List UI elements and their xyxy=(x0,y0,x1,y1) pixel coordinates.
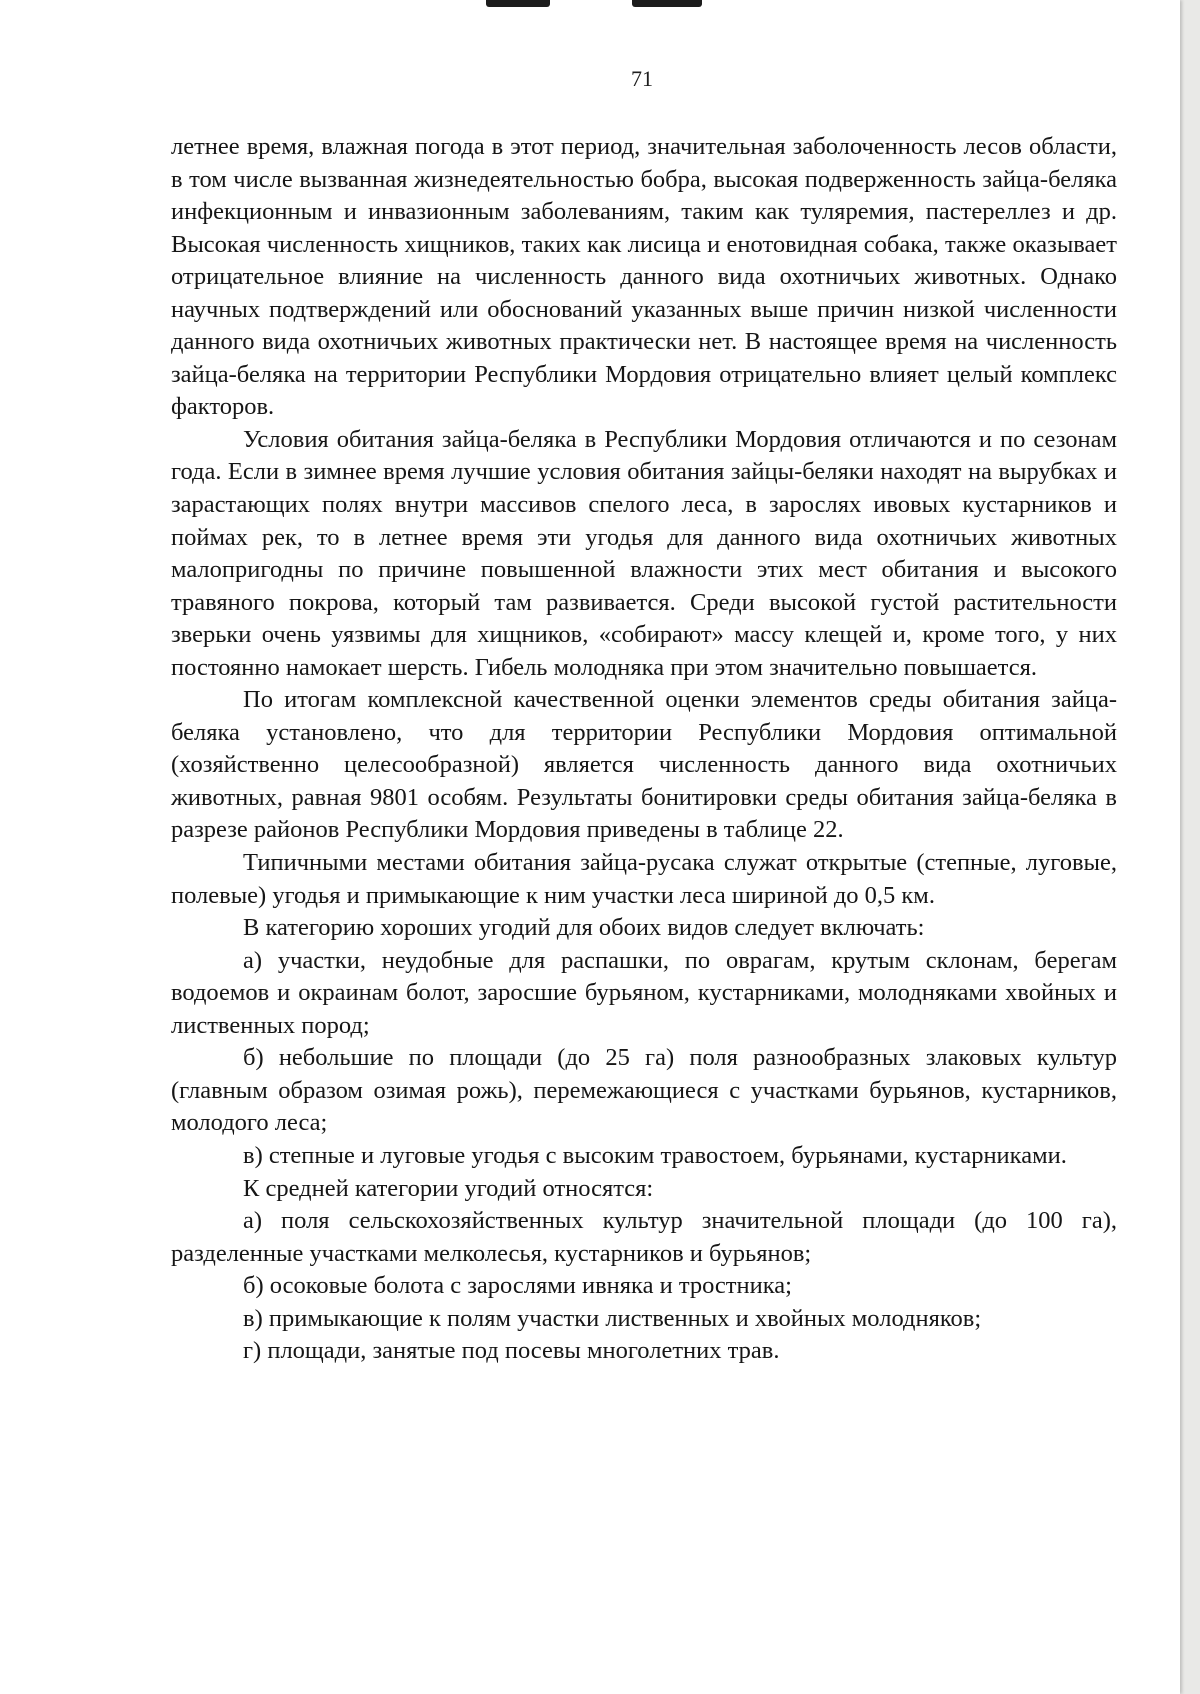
list-item: б) небольшие по площади (до 25 га) поля разнообразных злаковых культур (главным образом озимая рожь), перемежающиеся с участками бурьянов, кустарников, молодого леса; xyxy=(171,1044,1117,1137)
paragraph: летнее время, влажная погода в этот период, значительная заболоченность лесов области, в том числе вызванная жизнедеятельностью бобра, высокая подверженность зайца-беляка инфекционным и инвазионным заболеваниям, таким как туляремия, пастереллез и др. Высокая численность хищников, таких как лисица и енотовидная собака, также оказывает отрицательное влияние на численность данного вида охотничьих животных. Однако научных подтверждений или обоснований указанных выше причин низкой численности данного вида охотничьих животных практически нет. В настоящее время на численность зайца-беляка на территории Республики Мордовия отрицательно влияет целый комплекс факторов. xyxy=(171,133,1117,421)
list-item: в) степные и луговые угодья с высоким травостоем, бурьянами, кустарниками. xyxy=(243,1141,1067,1169)
list-item: а) поля сельскохозяйственных культур значительной площади (до 100 га), разделенные участками мелколесья, кустарников и бурьянов; xyxy=(171,1207,1117,1267)
page-number: 71 xyxy=(631,66,653,91)
binder-clip-mark xyxy=(632,0,702,7)
paragraph: Типичными местами обитания зайца-русака служат открытые (степные, луговые, полевые) угодья и примыкающие к ним участки леса шириной до 0,5 км. xyxy=(171,849,1117,909)
list-item: г) площади, занятые под посевы многолетних трав. xyxy=(243,1337,780,1365)
list-item: а) участки, неудобные для распашки, по оврагам, крутым склонам, берегам водоемов и окраинам болот, заросшие бурьяном, кустарниками, молодняками хвойных и лиственных пород; xyxy=(171,946,1117,1039)
list-item: б) осоковые болота с зарослями ивняка и тростника; xyxy=(243,1272,792,1300)
document-body xyxy=(171,131,1117,1368)
paragraph: Условия обитания зайца-беляка в Республики Мордовия отличаются и по сезонам года. Если в зимнее время лучшие условия обитания зайцы-беляки находят на вырубках и зарастающих полях внутри массивов спелого леса, в зарослях ивовых кустарников и поймах рек, то в летнее время эти угодья для данного вида охотничьих животных малопригодны по причине повышенной влажности этих мест обитания и высокого травяного покрова, который там развивается. Среди высокой густой растительности зверьки очень уязвимы для хищников, «собирают» массу клещей и, кроме того, у них постоянно намокает шерсть. Гибель молодняка при этом значительно повышается. xyxy=(171,425,1117,681)
paragraph: К средней категории угодий относятся: xyxy=(243,1174,654,1202)
paragraph: В категорию хороших угодий для обоих видов следует включать: xyxy=(243,914,925,942)
paragraph: По итогам комплексной качественной оценки элементов среды обитания зайца-беляка установлено, что для территории Республики Мордовия оптимальной (хозяйственно целесообразной) является численность данного вида охотничьих животных, равная 9801 особям. Результаты бонитировки среды обитания зайца-беляка в разрезе районов Республики Мордовия приведены в таблице 22. xyxy=(171,686,1117,844)
binder-clip-mark xyxy=(486,0,550,7)
list-item: в) примыкающие к полям участки лиственных и хвойных молодняков; xyxy=(243,1304,982,1332)
